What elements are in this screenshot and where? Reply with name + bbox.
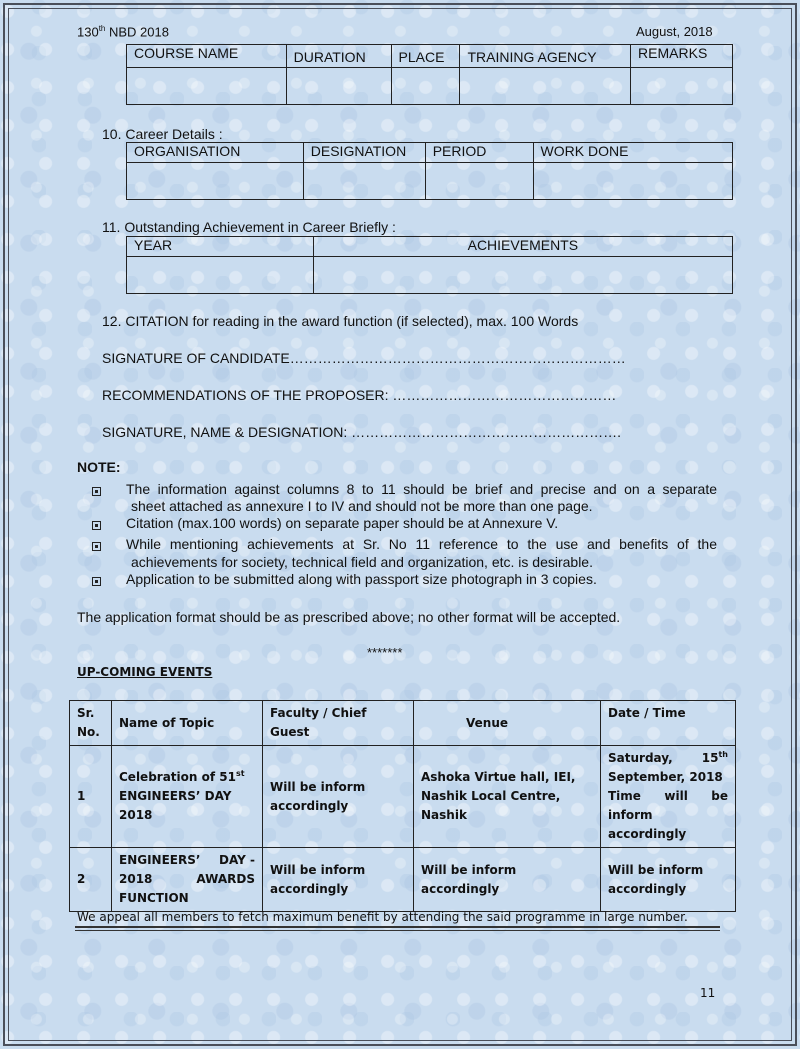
event-topic: Celebration of 51st ENGINEERS’ DAY 2018 [112,746,263,848]
year-cell [127,257,314,294]
upcoming-events-title: UP-COMING EVENTS [77,665,213,679]
event-sr: 1 [70,746,112,848]
separator-stars: ******* [367,645,403,660]
event-date-time: Saturday, 15th September, 2018 Time will be inform accordingly [601,746,736,848]
year-header: YEAR [127,237,314,257]
bullet-icon [92,577,101,586]
note-item-1-line-2: sheet attached as annexure I to IV and should not be more than one page. [131,498,593,514]
work-done-header: WORK DONE [533,143,732,163]
achievements-cell [313,257,732,294]
achievements-header: ACHIEVEMENTS [313,237,732,257]
note-item-1-line-1: The information against columns 8 to 11 should be brief and precise and on a separate [126,481,717,497]
note-item-4: Application to be submitted along with passport size photograph in 3 copies. [126,571,597,587]
period-header: PERIOD [425,143,533,163]
event-date-time: Will be inform accordingly [601,848,736,912]
topic-header: Name of Topic [112,701,263,746]
note-item-2: Citation (max.100 words) on separate paper should be at Annexure V. [126,515,559,531]
format-statement: The application format should be as prescribed above; no other format will be accepted. [77,609,621,625]
note-item-3-line-2: achievements for society, technical field and organization, etc. is desirable. [131,554,593,570]
recommendations-of-proposer: RECOMMENDATIONS OF THE PROPOSER: ………………………………………… [102,387,617,403]
document-header-left: 130th NBD 2018 [77,24,169,40]
duration-cell [286,68,391,105]
period-cell [425,163,533,200]
achievement-heading: 11. Outstanding Achievement in Career Briefly : [102,219,396,235]
event-row [70,848,736,912]
place-header: PLACE [391,45,460,68]
achievement-table [126,236,733,294]
designation-header: DESIGNATION [303,143,425,163]
appeal-text: We appeal all members to fetch maximum benefit by attending the said programme in large number. [77,910,688,924]
signature-of-candidate: SIGNATURE OF CANDIDATE……………………………………………………………… [102,350,626,366]
remarks-cell [631,68,733,105]
course-table [126,44,733,105]
event-venue: Will be inform accordingly [414,848,601,912]
designation-cell [303,163,425,200]
venue-header: Venue [414,701,601,746]
note-item-3-line-1: While mentioning achievements at Sr. No 11 reference to the use and benefits of the [126,536,717,552]
faculty-header: Faculty / Chief Guest [263,701,414,746]
date-header: Date / Time [601,701,736,746]
event-faculty: Will be inform accordingly [263,848,414,912]
training-agency-header: TRAINING AGENCY [460,45,631,68]
page-number: 11 [700,986,716,1000]
event-venue: Ashoka Virtue hall, IEI, Nashik Local Centre, Nashik [414,746,601,848]
signature-name-designation: SIGNATURE, NAME & DESIGNATION: …………………………………………………. [102,424,622,440]
course-name-cell [127,68,287,105]
bullet-icon [92,542,101,551]
organisation-header: ORGANISATION [127,143,304,163]
duration-header: DURATION [286,45,391,68]
training-agency-cell [460,68,631,105]
bullet-icon [92,521,101,530]
divider-line [75,930,720,931]
event-faculty: Will be inform accordingly [263,746,414,848]
event-sr: 2 [70,848,112,912]
work-done-cell [533,163,732,200]
remarks-header: REMARKS [631,45,733,68]
course-name-header: COURSE NAME [127,45,287,68]
event-topic: ENGINEERS’ DAY - 2018 AWARDS FUNCTION [112,848,263,912]
career-details-heading: 10. Career Details : [102,126,223,142]
bullet-icon [92,487,101,496]
career-table [126,142,733,200]
note-title: NOTE: [77,459,121,475]
document-header-right: August, 2018 [636,24,713,39]
sr-no-header: Sr. No. [70,701,112,746]
event-row [70,746,736,848]
place-cell [391,68,460,105]
divider-line [75,926,720,928]
citation-instruction: 12. CITATION for reading in the award function (if selected), max. 100 Words [102,313,579,329]
organisation-cell [127,163,304,200]
events-table [69,700,736,912]
